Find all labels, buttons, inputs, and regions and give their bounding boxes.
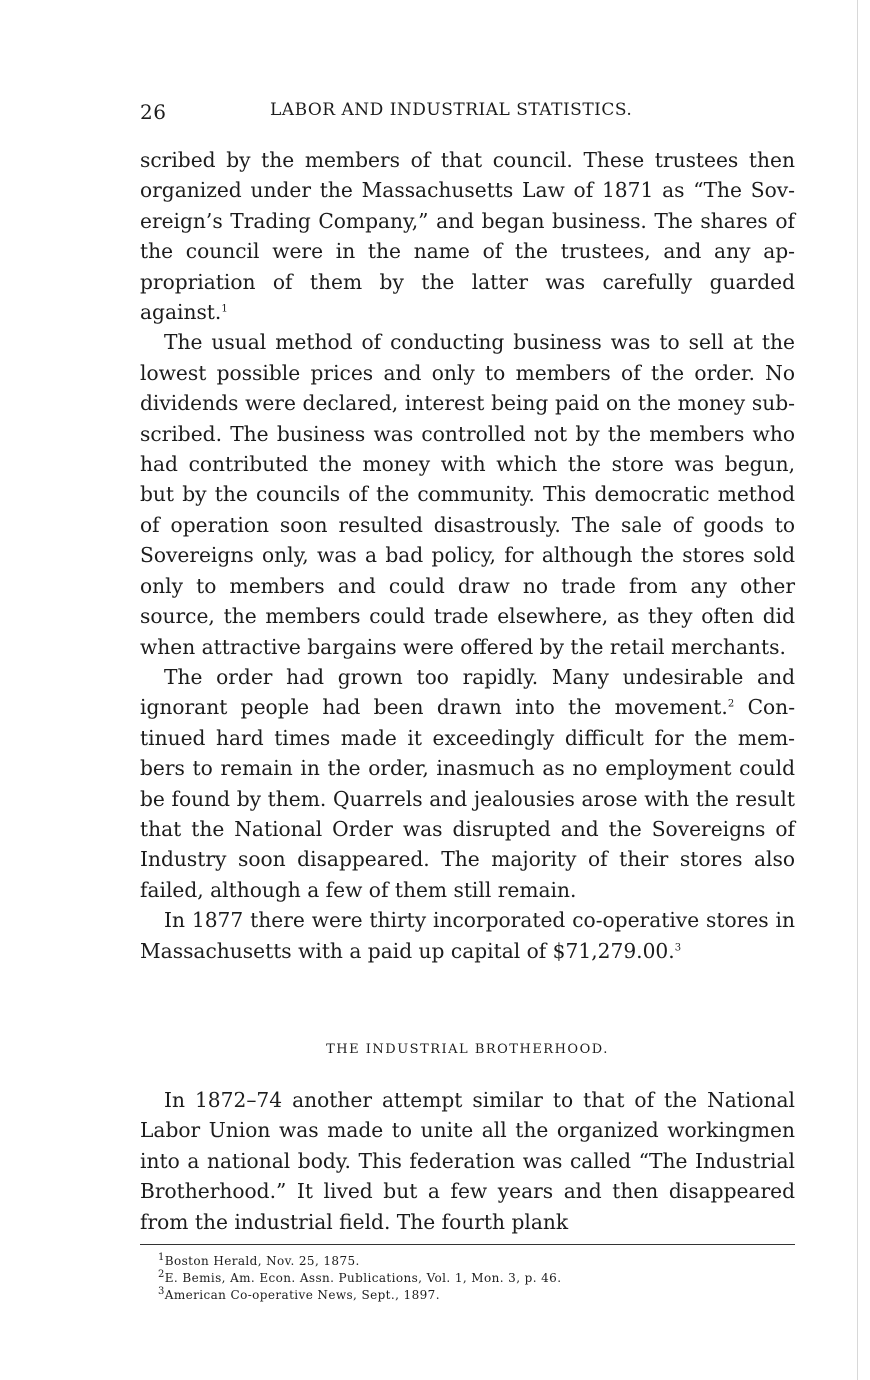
- footnote-marker: 1: [158, 1252, 165, 1263]
- paragraph-3: The order had grown too rapidly. Many undesirable and ignorant people had been drawn into the movement.$^2$ Continued hard times made it exceedingly difficult for the members to remain in the order, inasmuch as no employment could be found by them. Quarrels and jealousies arose with the result that the National Order was disrupted and the Sovereigns of Industry soon disappeared. The majority of their stores also failed, although a few of them still remain.: [140, 664, 796, 902]
- running-header: [140, 100, 800, 124]
- footnotes: [158, 1253, 758, 1304]
- page-edge-line: [857, 0, 858, 1380]
- footnote-marker: 2: [158, 1269, 165, 1280]
- footnote-1: $^1$Boston Herald, Nov. 25, 1875.: [158, 1252, 360, 1268]
- paragraph-1: scribed by the members of that council. These trustees then organized under the Massachusetts Law of 1871 as “The Sovereign’s Trading Company,” and began business. The shares of the council were in the name of the trustees, and any appropriation of them by the latter was carefully guarded against.$^1$: [140, 148, 795, 325]
- paragraph-4: In 1877 there were thirty incorporated co-operative stores in Massachusetts with a paid up capital of $71,279.00.$^3$: [140, 908, 795, 963]
- footnote-ref-2: 2: [727, 698, 735, 710]
- page-number: 26: [140, 100, 167, 124]
- running-title: LABOR AND INDUSTRIAL STATISTICS.: [270, 100, 633, 120]
- section-heading: THE INDUSTRIAL BROTHERHOOD.: [326, 1042, 609, 1057]
- footnote-marker: 3: [158, 1286, 165, 1297]
- footnote-ref-1: 1: [221, 303, 228, 315]
- footnote-2: $^2$E. Bemis, Am. Econ. Assn. Publications, Vol. 1, Mon. 3, p. 46.: [158, 1269, 562, 1285]
- footnote-ref-3: 3: [674, 941, 682, 953]
- body-text: [140, 145, 795, 966]
- paragraph-2: The usual method of conducting business was to sell at the lowest possible prices and only to members of the order. No dividends were declared, interest being paid on the money subscribed. The business was controlled not by the members who had contributed the money with which the store was begun, but by the councils of the community. This democratic method of operation soon resulted disastrously. The sale of goods to Sovereigns only, was a bad policy, for although the stores sold only to members and could draw no trade from any other source, the members could trade elsewhere, as they often did when attractive bargains were offered by the retail merchants.: [140, 330, 795, 659]
- section-paragraph: In 1872–74 another attempt similar to that of the National Labor Union was made to unite all the organized workingmen into a national body. This federation was called “The Industrial Brotherhood.” It lived but a few years and then disappeared from the industrial field. The fourth plank: [140, 1088, 795, 1234]
- footnote-3: $^3$American Co-operative News, Sept., 1897.: [158, 1286, 440, 1302]
- footnote-divider: [140, 1244, 795, 1245]
